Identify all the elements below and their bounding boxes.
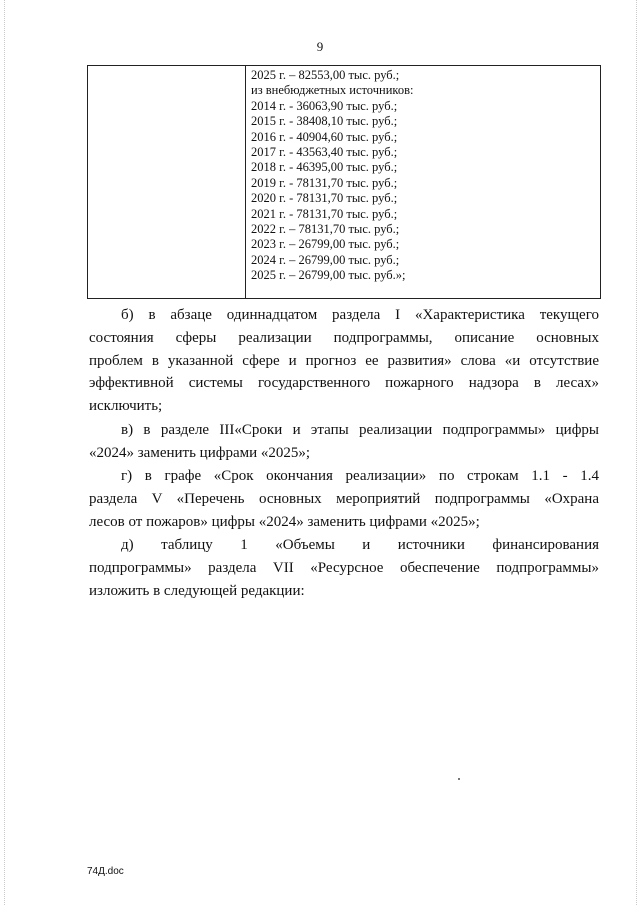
table-line: из внебюджетных источников: bbox=[251, 83, 414, 98]
table-line: 2015 г. - 38408,10 тыс. руб.; bbox=[251, 114, 398, 129]
table-column-divider bbox=[245, 66, 246, 298]
table-line: 2022 г. – 78131,70 тыс. руб.; bbox=[251, 221, 400, 236]
paragraph-b bbox=[89, 304, 599, 418]
table-line: 2020 г. - 78131,70 тыс. руб.; bbox=[251, 191, 398, 206]
table-line: 2019 г. - 78131,70 тыс. руб.; bbox=[251, 175, 398, 190]
paragraph-d bbox=[89, 534, 599, 602]
table-line: 2025 г. – 82553,00 тыс. руб.; bbox=[251, 68, 400, 82]
paragraph-line: раздела V «Перечень основных мероприятий подпрограммы «Охрана bbox=[89, 490, 599, 507]
table-line: 2021 г. - 78131,70 тыс. руб.; bbox=[251, 206, 398, 221]
table-line: 2025 г. – 26799,00 тыс. руб.»; bbox=[251, 268, 406, 283]
paragraph-line: изложить в следующей редакции: bbox=[89, 582, 305, 599]
table-line: 2023 г. – 26799,00 тыс. руб.; bbox=[251, 237, 400, 252]
paragraph-line: состояния сферы реализации подпрограммы, описание основных bbox=[89, 329, 599, 346]
table-right-cell bbox=[251, 68, 591, 283]
paragraph-line: г) в графе «Срок окончания реализации» по строкам 1.1 - 1.4 bbox=[121, 468, 599, 484]
paragraph-v bbox=[89, 419, 599, 465]
table-line: 2016 г. - 40904,60 тыс. руб.; bbox=[251, 129, 398, 144]
paragraph-line: проблем в указанной сфере и прогноз ее развития» слова «и отсутствие bbox=[89, 352, 599, 369]
page-number: 9 bbox=[316, 39, 324, 54]
page-edge-right bbox=[636, 0, 637, 905]
scan-speck bbox=[458, 778, 460, 780]
paragraph-line: эффективной системы государственного пожарного надзора в лесах» bbox=[89, 375, 599, 392]
paragraph-line: в) в разделе III«Сроки и этапы реализации подпрограммы» цифры bbox=[121, 422, 599, 438]
paragraph-line: «2024» заменить цифрами «2025»; bbox=[89, 444, 311, 461]
paragraph-line: б) в абзаце одиннадцатом раздела I «Характеристика текущего bbox=[121, 307, 599, 323]
footer-filename: 74Д.doc bbox=[87, 866, 124, 877]
funding-table bbox=[87, 65, 601, 299]
paragraph-g bbox=[89, 465, 599, 533]
page-edge-left bbox=[4, 0, 5, 905]
table-line: 2014 г. - 36063,90 тыс. руб.; bbox=[251, 98, 398, 113]
table-line: 2018 г. - 46395,00 тыс. руб.; bbox=[251, 160, 398, 175]
paragraph-line: исключить; bbox=[89, 398, 163, 415]
paragraph-line: д) таблицу 1 «Объемы и источники финансирования bbox=[121, 537, 599, 553]
paragraph-line: подпрограммы» раздела VII «Ресурсное обеспечение подпрограммы» bbox=[89, 559, 599, 576]
table-line: 2024 г. – 26799,00 тыс. руб.; bbox=[251, 252, 400, 267]
table-line: 2017 г. - 43563,40 тыс. руб.; bbox=[251, 144, 398, 159]
paragraph-line: лесов от пожаров» цифры «2024» заменить цифрами «2025»; bbox=[89, 513, 480, 530]
